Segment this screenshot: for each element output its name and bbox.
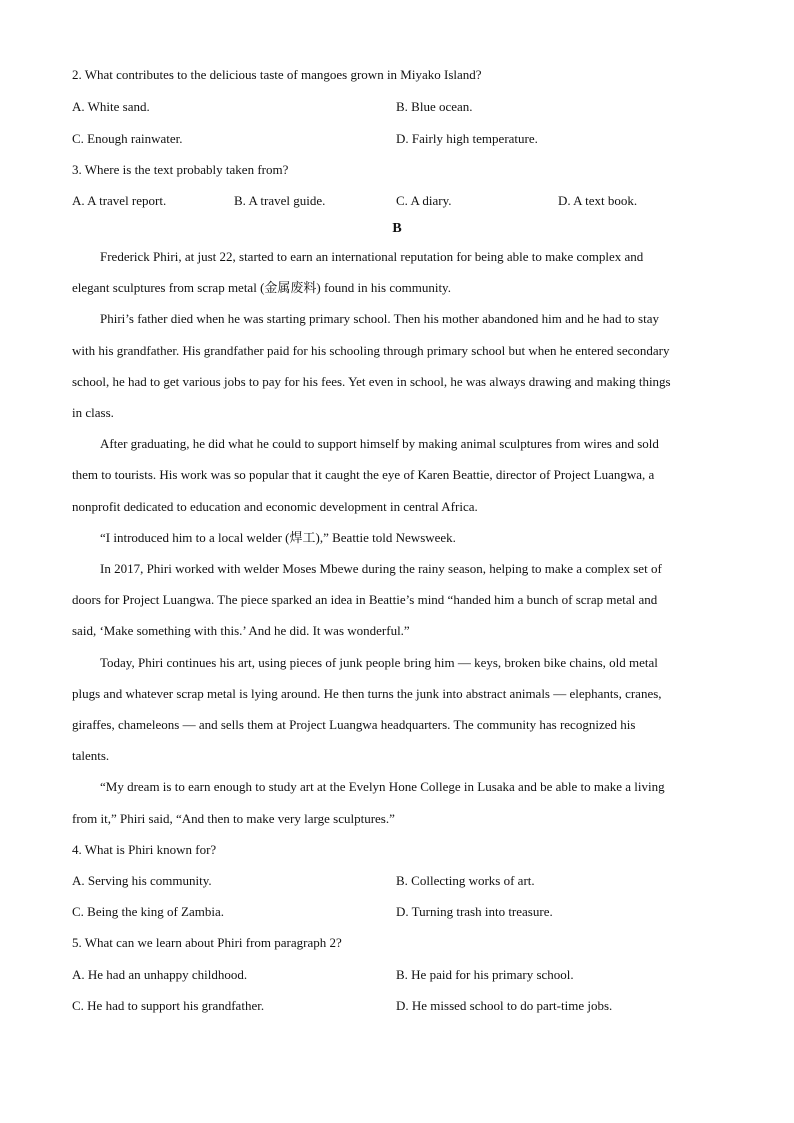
question-3-option-b: B. A travel guide. [234,193,326,208]
question-4-stem: 4. What is Phiri known for? [72,842,217,857]
question-4-option-d: D. Turning trash into treasure. [396,904,553,919]
question-5-option-d: D. He missed school to do part-time jobs. [396,998,613,1013]
question-4-option-c: C. Being the king of Zambia. [72,904,225,919]
passage-line: giraffes, chameleons — and sells them at Project Luangwa headquarters. The community has recognized his [72,717,636,732]
question-5-option-c: C. He had to support his grandfather. [72,998,265,1013]
passage-line: Phiri’s father died when he was starting primary school. Then his mother abandoned him and he had to stay [100,311,659,326]
question-3-stem: 3. Where is the text probably taken from? [72,162,289,177]
passage-line: school, he had to get various jobs to pay for his fees. Yet even in school, he was always drawing and making things [72,374,671,389]
passage-line: “My dream is to earn enough to study art at the Evelyn Hone College in Lusaka and be able to make a living [100,779,665,794]
question-5-option-b: B. He paid for his primary school. [396,967,574,982]
question-2-option-b: B. Blue ocean. [396,99,473,114]
question-4-option-b: B. Collecting works of art. [396,873,535,888]
passage-line: said, ‘Make something with this.’ And he did. It was wonderful.” [72,623,410,638]
passage-line: talents. [72,748,110,763]
passage-line: from it,” Phiri said, “And then to make very large sculptures.” [72,811,395,826]
passage-line: with his grandfather. His grandfather paid for his schooling through primary school but when he entered secondary [72,343,670,358]
question-3-option-a: A. A travel report. [72,193,167,208]
question-2-option-d: D. Fairly high temperature. [396,131,538,146]
question-4-option-a: A. Serving his community. [72,873,212,888]
passage-line: them to tourists. His work was so popular that it caught the eye of Karen Beattie, director of Project Luangwa, a [72,467,655,482]
passage-line: “I introduced him to a local welder (焊工),” Beattie told Newsweek. [100,530,456,545]
passage-line: Frederick Phiri, at just 22, started to earn an international reputation for being able to make complex and [100,249,644,264]
passage-line: plugs and whatever scrap metal is lying around. He then turns the junk into abstract animals — elephants, cranes, [72,686,662,701]
passage-line: elegant sculptures from scrap metal (金属废料) found in his community. [72,280,451,295]
section-heading: B [392,221,402,236]
passage-line: Today, Phiri continues his art, using pieces of junk people bring him — keys, broken bike chains, old metal [100,655,658,670]
passage-line: In 2017, Phiri worked with welder Moses Mbewe during the rainy season, helping to make a complex set of [100,561,662,576]
passage-line: After graduating, he did what he could to support himself by making animal sculptures from wires and sold [100,436,659,451]
question-5-stem: 5. What can we learn about Phiri from paragraph 2? [72,935,342,950]
question-2-stem: 2. What contributes to the delicious taste of mangoes grown in Miyako Island? [72,67,482,82]
passage-line: nonprofit dedicated to education and economic development in central Africa. [72,499,478,514]
question-3-option-c: C. A diary. [396,193,452,208]
question-2-option-a: A. White sand. [72,99,150,114]
passage-line: in class. [72,405,114,420]
question-2-option-c: C. Enough rainwater. [72,131,183,146]
question-5-option-a: A. He had an unhappy childhood. [72,967,248,982]
passage-line: doors for Project Luangwa. The piece sparked an idea in Beattie’s mind “handed him a bunch of scrap metal and [72,592,658,607]
question-3-option-d: D. A text book. [558,193,638,208]
